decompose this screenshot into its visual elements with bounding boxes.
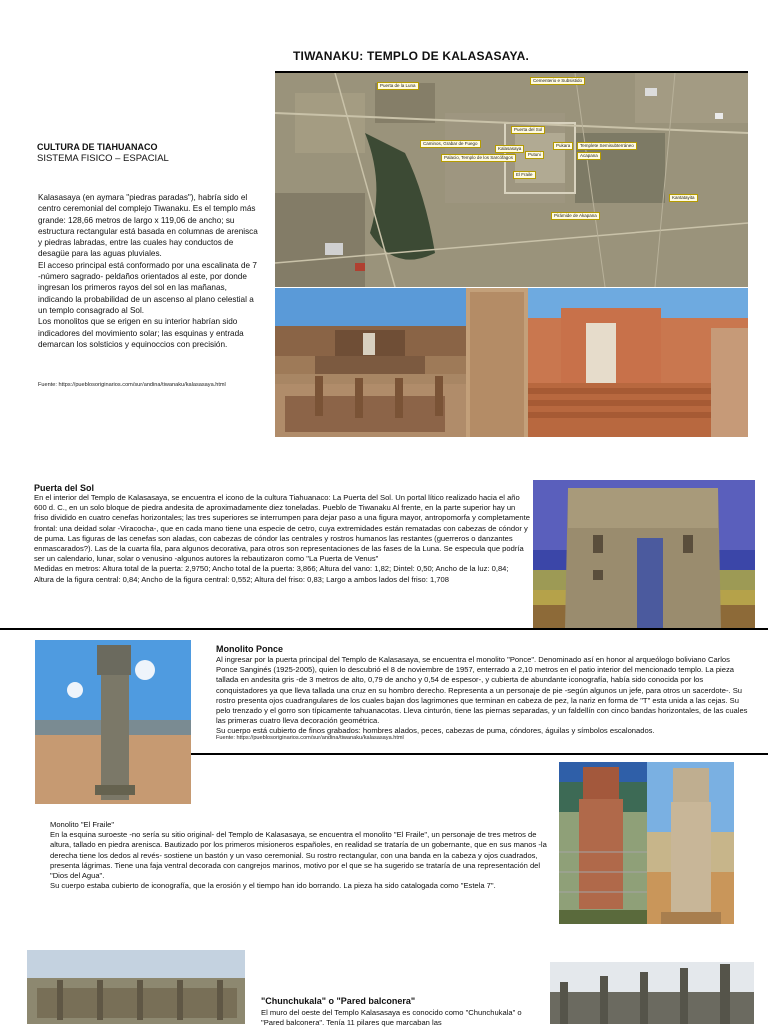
fraile-photo-side bbox=[647, 762, 734, 924]
ponce-source: Fuente: https://pueblosoriginarios.com/sur/andina/tiwanaku/kalasasaya.html bbox=[216, 735, 404, 741]
chunchukala-photo bbox=[27, 950, 245, 1024]
fraile-text: En la esquina suroeste -no sería su sitio original- del Templo de Kalasasaya, se encuentra el monolito "El Fraile", un personaje de tres metros de altura, tallado en piedra arenisca. Bautizado por los primeros misioneros españoles, en realidad se trataría de un gobernante, que en sus manos -la derecha tiene los dedos al revés- sostiene un bastón y un vaso ceremonial. Su rostro rectangular, con una banda en la cabeza y ojos cuadrados, presenta lágrimas. Tiene una faja ventral decorada con cangrejos marinos, motivo por el que se ha sugerido se trataría de una representación del "Dios del Agua". bbox=[50, 830, 547, 881]
map-label-piramide: Pirámide de Akapana bbox=[551, 212, 600, 220]
puerta-measures: Medidas en metros: Altura total de la puerta: 2,9750; Ancho total de la puerta: 3,866; Altura del vano: 1,82; Dintel: 0,50; Ancho de la luz: 0,84; Altura de la figura central: 0,84; Ancho de la figura central: 0,552; Altura del friso: 0,83; Largo a ambos lados del friso: 1,708 bbox=[34, 564, 509, 584]
temple-gate-graphic bbox=[466, 288, 748, 437]
chunchukala-text: El muro del oeste del Templo Kalasasaya es conocido como "Chunchukala" o "Pared balconera". Tenía 11 pilares que marcaban las bbox=[261, 1008, 522, 1028]
map-label-palacio: Palacio, Templo de los Sarcófagos bbox=[441, 154, 516, 162]
temple-stairs-photo bbox=[275, 288, 466, 437]
chunchukala-wall-photo bbox=[550, 962, 754, 1024]
ponce-text-block bbox=[216, 655, 752, 737]
ponce-text-2: Su cuerpo está cubierto de finos grabados: hombres alados, peces, cabezas de puma, cóndores, águilas y símbolos escalonados. bbox=[216, 726, 655, 736]
intro-paragraph: Kalasasaya (en aymara "piedras paradas"), habría sido el centro ceremonial del complejo Tiwanaku. Es el templo más grande: 128,66 metros de largo x 119,06 de ancho; su estructura rectangular está basada en columnas de arenisca y piedras labradas, entre las cuales hay conductos de desagüe para las aguas pluviales. bbox=[38, 193, 258, 259]
map-label-fraile: El Fraile bbox=[513, 171, 536, 179]
puerta-sol-graphic bbox=[533, 480, 755, 629]
intro-paragraph: El acceso principal está conformado por una escalinata de 7 -número sagrado- peldaños orientados al este, por donde ingresan los primeros rayos del sol en las mañanas, indicando la probabilidad de un ascenso al plano celestial a un templo consagrado al Sol. bbox=[38, 260, 257, 315]
aerial-map-photo bbox=[275, 73, 748, 287]
chunchukala-graphic bbox=[27, 950, 245, 1024]
fraile-text-2: Su cuerpo estaba cubierto de iconografía, que la erosión y el tiempo han ido borrando. La pieza ha sido catalogada como "Estela 7". bbox=[50, 881, 496, 891]
map-label-templete: Templete Semisubterráneo bbox=[577, 142, 637, 150]
map-label-kantatayita: Kantatayita bbox=[669, 194, 698, 202]
chunchukala-wall-graphic bbox=[550, 962, 754, 1024]
map-label-cementerio: Cementerio e Subsistido bbox=[530, 77, 585, 85]
puerta-heading: Puerta del Sol bbox=[34, 483, 95, 493]
puerta-text: En el interior del Templo de Kalasasaya, se encuentra el icono de la cultura Tiahuanaco: La Puerta del Sol. Un portal lítico realizado hacia el año 600 d. C., en un solo bloque de piedra andesita de aproximadamente diez toneladas. Pueblo de Tiwanaku Al frente, en la parte superior hay un friso dividido en cuatro cenefas horizontales; las tres superiores se interrumpen para dejar paso a una figura mayor, antropomorfa y completamente frontal: una deidad solar -Viracocha-, que en cada mano tiene una especie de cetro, cuya extremidades están rematadas con cabezas de cóndor y de puma. Las figuras de las cenefas son aladas, con cabezas de cóndor las centrales y rostros humanos las restantes (guerreros o danzantes enmascarados?). Las de la cuarta fila, para algunos decorativa, para otros son representaciones de las fases de la Luna. Se especula que podría ser un calendario, lunar, solar o venusino -algunos autores la rebautizaron como "La Puerta de Venus" bbox=[34, 493, 530, 564]
fraile-front-graphic bbox=[559, 762, 647, 924]
fraile-text-block bbox=[50, 820, 548, 891]
intro-paragraph: Los monolitos que se erigen en su interior habrían sido indicadores del movimiento solar; las esquinas y entrada demarcan los solsticios y equinoccios con precisión. bbox=[38, 317, 244, 349]
temple-gate-photo bbox=[466, 288, 748, 437]
ponce-graphic bbox=[35, 640, 191, 804]
map-label-kalasasaya: Kalasasaya bbox=[495, 145, 524, 153]
system-subheading: SISTEMA FISICO – ESPACIAL bbox=[37, 153, 169, 164]
puerta-sol-photo bbox=[533, 480, 755, 629]
map-label-caminos: Caminos, Grabar de Fuego bbox=[420, 140, 481, 148]
aerial-map-graphic bbox=[275, 73, 748, 287]
chunchukala-heading: "Chunchukala" o "Pared balconera" bbox=[261, 996, 416, 1006]
fraile-photo-front bbox=[559, 762, 647, 924]
fraile-heading: Monolito "El Fraile" bbox=[50, 820, 115, 829]
puerta-text-block bbox=[34, 493, 530, 585]
map-label-puerta-luna: Puerta de la Luna bbox=[377, 82, 419, 90]
divider-puerta bbox=[0, 628, 768, 630]
divider-ponce bbox=[191, 753, 768, 755]
ponce-heading: Monolito Ponce bbox=[216, 644, 283, 654]
map-label-acapana: Acapana bbox=[577, 152, 601, 160]
map-label-pukara: Pukara bbox=[553, 142, 573, 150]
intro-source: Fuente: https://pueblosoriginarios.com/sur/andina/tiwanaku/kalasasaya.html bbox=[38, 382, 226, 388]
culture-heading: CULTURA DE TIAHUANACO bbox=[37, 142, 158, 152]
intro-text bbox=[38, 192, 260, 350]
map-label-putuni: Putuni bbox=[525, 151, 544, 159]
ponce-text: Al ingresar por la puerta principal del Templo de Kalasasaya, se encuentra el monolito "Ponce". Denominado así en honor al arqueólogo boliviano Carlos Ponce Sanginés (1925-2005), quien lo descubrió el 8 de noviembre de 1957, enterrado a 2,10 metros en el patio interior del mencionado templo. La pieza tallada en andesita gris -de 3 metros de alto, 0,79 de ancho y 0,54 de espesor-, y cubierta de abundante iconografía, había sido conocida por los conquistadores ya que lleva tallada una cruz en su hombro derecho. Representa a un personaje de pie -según algunos un jefe, para otros un sacerdote-. Su rostro presenta ojos cuadrangulares de los cuales bajan dos lagrimones que terminan en cabeza de pez, la nariz en forma de "T" esta unida a las cejas. Su pelo trenzado y el gorro son típicamente tahuanacotas. Lleva cinturón, tiene las piernas separadas, y un faldellín con cinco bandas horizontales, de las cuales las primeras cuatro lleva decoración geométrica. bbox=[216, 655, 748, 726]
temple-stairs-graphic bbox=[275, 288, 466, 437]
page-title: TIWANAKU: TEMPLO DE KALASASAYA. bbox=[293, 49, 529, 63]
fraile-side-graphic bbox=[647, 762, 734, 924]
ponce-photo bbox=[35, 640, 191, 804]
map-label-puerta-sol: Puerta del Sol bbox=[511, 126, 545, 134]
